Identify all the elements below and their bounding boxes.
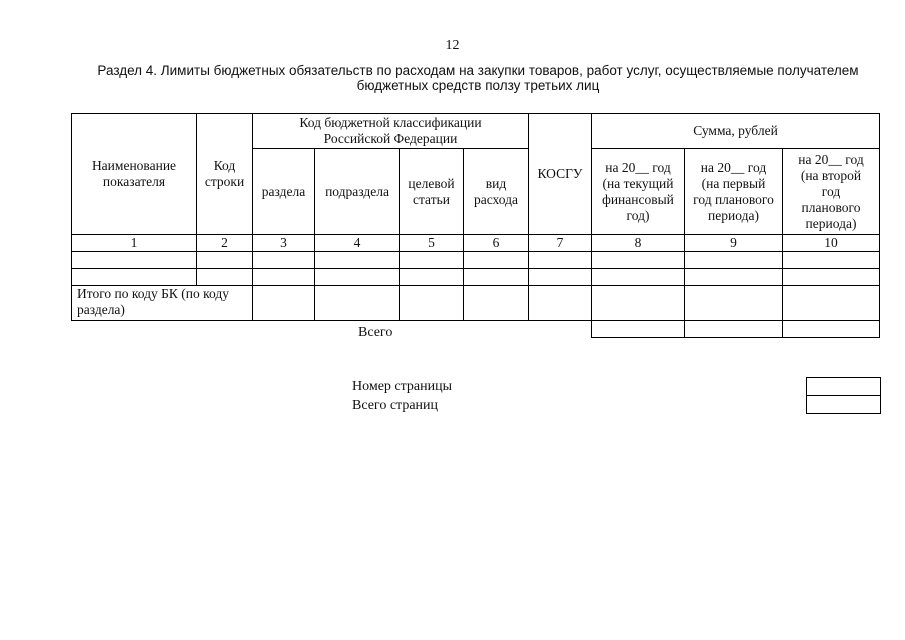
table-cell[interactable] <box>783 252 880 269</box>
table-cell[interactable] <box>315 269 400 286</box>
table-cell[interactable] <box>72 269 197 286</box>
table-cell[interactable] <box>783 286 880 321</box>
total-cell[interactable] <box>592 321 685 338</box>
table-cell[interactable] <box>400 286 464 321</box>
column-number: 7 <box>529 235 592 252</box>
header-year-second: на 20__ год (на второй год планового периода) <box>783 149 880 235</box>
total-pages-label: Всего страниц <box>352 398 439 413</box>
table-cell[interactable] <box>315 252 400 269</box>
table-cell[interactable] <box>783 269 880 286</box>
column-number: 2 <box>197 235 253 252</box>
section-title-line-2: бюджетных средств ползу третьих лиц <box>356 78 600 93</box>
header-year-current: на 20__ год (на текущий финансовый год) <box>592 149 685 235</box>
table-cell[interactable] <box>253 252 315 269</box>
page-info-boxes <box>806 377 881 414</box>
header-target: целевой статьи <box>400 149 464 235</box>
column-number: 6 <box>464 235 529 252</box>
table-row <box>72 269 880 286</box>
table-cell[interactable] <box>197 252 253 269</box>
table-cell[interactable] <box>464 252 529 269</box>
total-pages-box[interactable] <box>807 396 881 414</box>
table-cell[interactable] <box>464 286 529 321</box>
table-cell[interactable] <box>197 269 253 286</box>
header-year-first: на 20__ год (на первый год планового периода) <box>685 149 783 235</box>
header-code: Код строки <box>197 114 253 235</box>
header-subsection: подраздела <box>315 149 400 235</box>
column-number: 8 <box>592 235 685 252</box>
table-cell[interactable] <box>529 286 592 321</box>
table-cell[interactable] <box>685 269 783 286</box>
table-cell[interactable] <box>592 252 685 269</box>
column-number: 1 <box>72 235 197 252</box>
table-cell[interactable] <box>685 286 783 321</box>
header-section: раздела <box>253 149 315 235</box>
total-row <box>72 321 880 338</box>
subtotal-label: Итого по коду БК (по коду раздела) <box>72 286 253 321</box>
header-kosgu: КОСГУ <box>529 114 592 235</box>
table-cell[interactable] <box>72 252 197 269</box>
page-number-label: Номер страницы <box>352 379 453 394</box>
table-cell[interactable] <box>464 269 529 286</box>
page-number-box[interactable] <box>807 378 881 396</box>
total-label: Всего <box>358 325 393 340</box>
column-number: 10 <box>783 235 880 252</box>
column-number: 9 <box>685 235 783 252</box>
column-number: 3 <box>253 235 315 252</box>
table-cell[interactable] <box>315 286 400 321</box>
column-number: 5 <box>400 235 464 252</box>
header-sum-group: Сумма, рублей <box>592 114 880 149</box>
table-cell[interactable] <box>685 252 783 269</box>
page-number: 12 <box>445 38 460 53</box>
header-name: Наименование показателя <box>72 114 197 235</box>
table-cell[interactable] <box>400 269 464 286</box>
table-cell[interactable] <box>592 286 685 321</box>
table-cell[interactable] <box>529 269 592 286</box>
header-budget-code-group: Код бюджетной классификации Российской Федерации <box>253 114 529 149</box>
header-type: вид расхода <box>464 149 529 235</box>
column-number: 4 <box>315 235 400 252</box>
section-title <box>74 63 882 93</box>
subtotal-row <box>72 286 880 321</box>
total-cell[interactable] <box>783 321 880 338</box>
total-cell[interactable] <box>685 321 783 338</box>
table-row <box>72 252 880 269</box>
table-cell[interactable] <box>592 269 685 286</box>
page-info-labels <box>352 377 452 415</box>
table-cell[interactable] <box>529 252 592 269</box>
budget-limits-table <box>71 113 880 338</box>
table-cell[interactable] <box>400 252 464 269</box>
table-cell[interactable] <box>253 286 315 321</box>
table-cell[interactable] <box>253 269 315 286</box>
section-title-line-1: Раздел 4. Лимиты бюджетных обязательств по расходам на закупки товаров, работ услуг, осуществляемые получателем <box>97 63 859 78</box>
